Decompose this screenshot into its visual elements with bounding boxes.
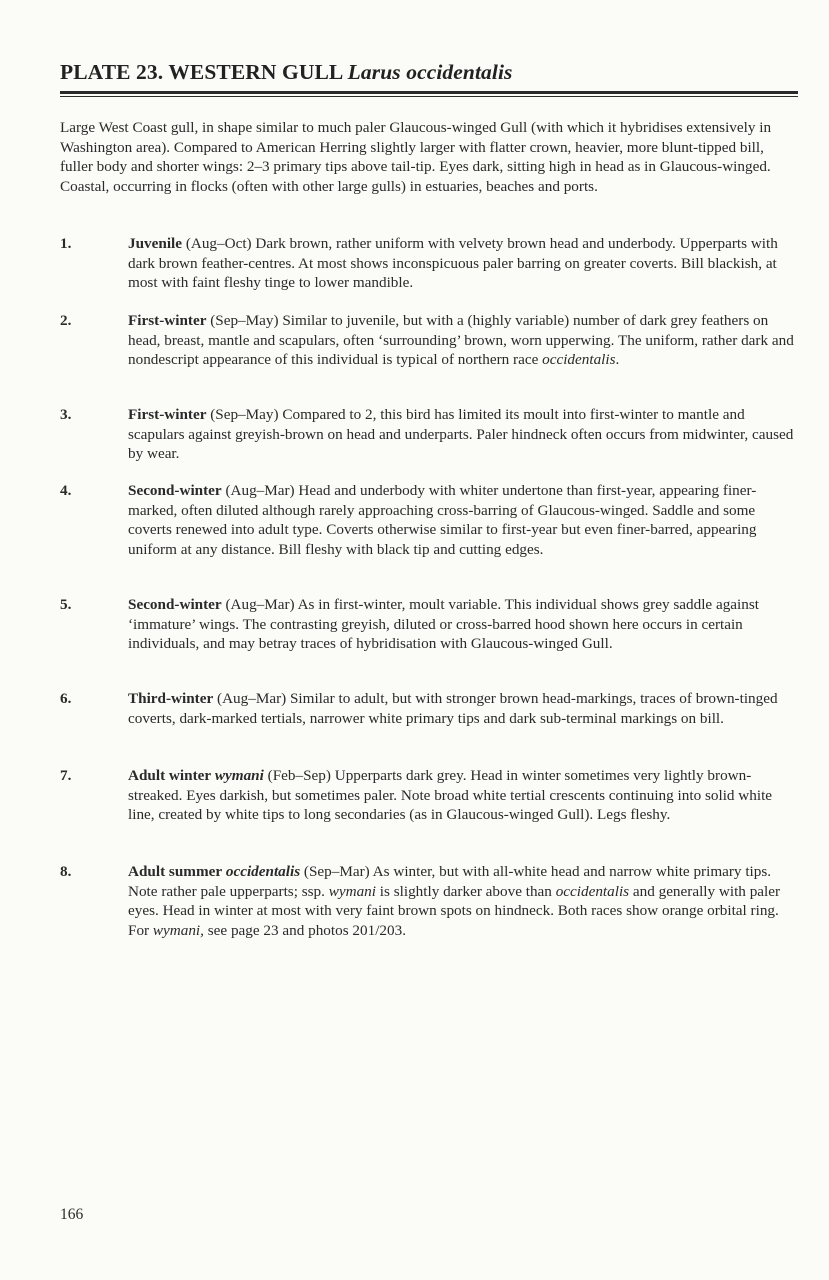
entry-race-name-inline: wymani [328, 882, 376, 900]
page-number: 166 [60, 1206, 84, 1223]
entry-description: (Sep–May) Similar to juvenile, but with a (highly variable) number of dark grey feathers on head, breast, mantle and scapulars, often ‘surrounding’ brown, worn upperwing. The uniform, rather dark and nondescript appearance of this individual is typical of northern race [128, 312, 794, 369]
entry-stage: Juvenile [128, 235, 183, 252]
entry-text [128, 862, 800, 940]
entry-race-name: occidentalis [225, 863, 301, 880]
entry-stage: Second-winter [128, 482, 222, 499]
intro-habitat: Coastal, occurring in flocks (often with other large gulls) in estuaries, beaches and ports. [60, 177, 598, 195]
entry-text [128, 311, 800, 370]
entry-race-name: occidentalis [542, 351, 616, 369]
intro-description: Large West Coast gull, in shape similar to much paler Glaucous-winged Gull (with which it hybridises extensively in Washington area). Compared to American Herring slightly larger with flatter crown, heavier, more blunt-tipped bill, fuller body and shorter wings: 2–3 primary tips above tail-tip. Eyes dark, sitting high in head as in Glaucous-winged. [60, 119, 772, 176]
entry-race-name-inline: occidentalis [555, 882, 630, 900]
entry-stage: Second-winter [128, 596, 222, 613]
entry-stage: First-winter [128, 406, 207, 423]
entry-number: 2. [60, 312, 72, 329]
entry-description: (Aug–Oct) Dark brown, rather uniform with velvety brown head and underbody. Upperparts with dark brown feather-centres. At most shows inconspicuous paler barring on greater coverts. Bill blackish, at most with faint fleshy tinge to lower mandible. [128, 235, 778, 292]
entry-race-name-inline: wymani, [152, 921, 204, 939]
entry-description-cont: and generally with paler eyes. Head in winter at most with very faint brown spots on hindneck. Both races show orange orbital ring. For [128, 882, 781, 939]
entry-race-name: wymani [214, 767, 264, 784]
entry-text [128, 689, 800, 728]
entry-number: 6. [60, 690, 72, 707]
plate-title [60, 60, 513, 85]
entry-description: (Feb–Sep) Upperparts dark grey. Head in winter sometimes very lightly brown-streaked. Eyes darkish, but sometimes paler. Note broad white tertial crescents continuing into solid white line, created by white tips to long secondaries (as in Glaucous-winged Gull). Legs fleshy. [128, 767, 773, 824]
entry-text [128, 481, 800, 559]
plate-title-prefix: PLATE 23. WESTERN GULL [60, 60, 343, 84]
entry-stage: Adult winter [128, 767, 212, 784]
entry-number: 5. [60, 596, 72, 613]
entry-number: 1. [60, 235, 72, 252]
entry-number: 8. [60, 863, 72, 880]
entry-text [128, 405, 800, 464]
entry-description: (Aug–Mar) As in first-winter, moult variable. This individual shows grey saddle against ‘immature’ wings. The contrasting greyish, diluted or cross-barred hood shown here occurs in certain individuals, and may betray traces of hybridisation with Glaucous-winged Gull. [128, 596, 759, 653]
title-rule-thin [60, 96, 798, 97]
entry-description: (Sep–May) Compared to 2, this bird has limited its moult into first-winter to mantle and scapulars against greyish-brown on head and underparts. Paler hindneck often occurs from midwinter, caused by wear. [128, 406, 794, 463]
entry-description: (Sep–Mar) As winter, but with all-white head and narrow white primary tips. Note rather pale upperparts; ssp. [128, 863, 772, 900]
entry-description: (Aug–Mar) Similar to adult, but with stronger brown head-markings, traces of brown-tinged coverts, dark-marked tertials, narrower white primary tips and dark sub-terminal markings on bill. [128, 690, 778, 727]
entry-description-end: . [615, 351, 620, 369]
entry-text [128, 595, 800, 654]
entry-stage: First-winter [128, 312, 207, 329]
entry-number: 4. [60, 482, 72, 499]
entry-description-cont: is slightly darker above than [376, 882, 556, 900]
intro-section [60, 118, 785, 196]
entry-number: 3. [60, 406, 72, 423]
plate-title-latin-name: Larus occidentalis [347, 60, 513, 84]
entry-text [128, 234, 800, 293]
entry-description-end: see page 23 and photos 201/203. [203, 921, 406, 939]
entry-stage: Adult summer [128, 863, 223, 880]
entry-text [128, 766, 800, 825]
entry-stage: Third-winter [128, 690, 214, 707]
title-rule-thick [60, 91, 798, 94]
entry-description: (Aug–Mar) Head and underbody with whiter undertone than first-year, appearing finer-marked, often diluted although rarely approaching cross-barring of Glaucous-winged. Saddle and some coverts renewed into adult type. Coverts otherwise similar to first-year but even finer-barred, appearing uniform at any distance. Bill fleshy with black tip and cutting edges. [128, 482, 757, 558]
entry-number: 7. [60, 767, 72, 784]
